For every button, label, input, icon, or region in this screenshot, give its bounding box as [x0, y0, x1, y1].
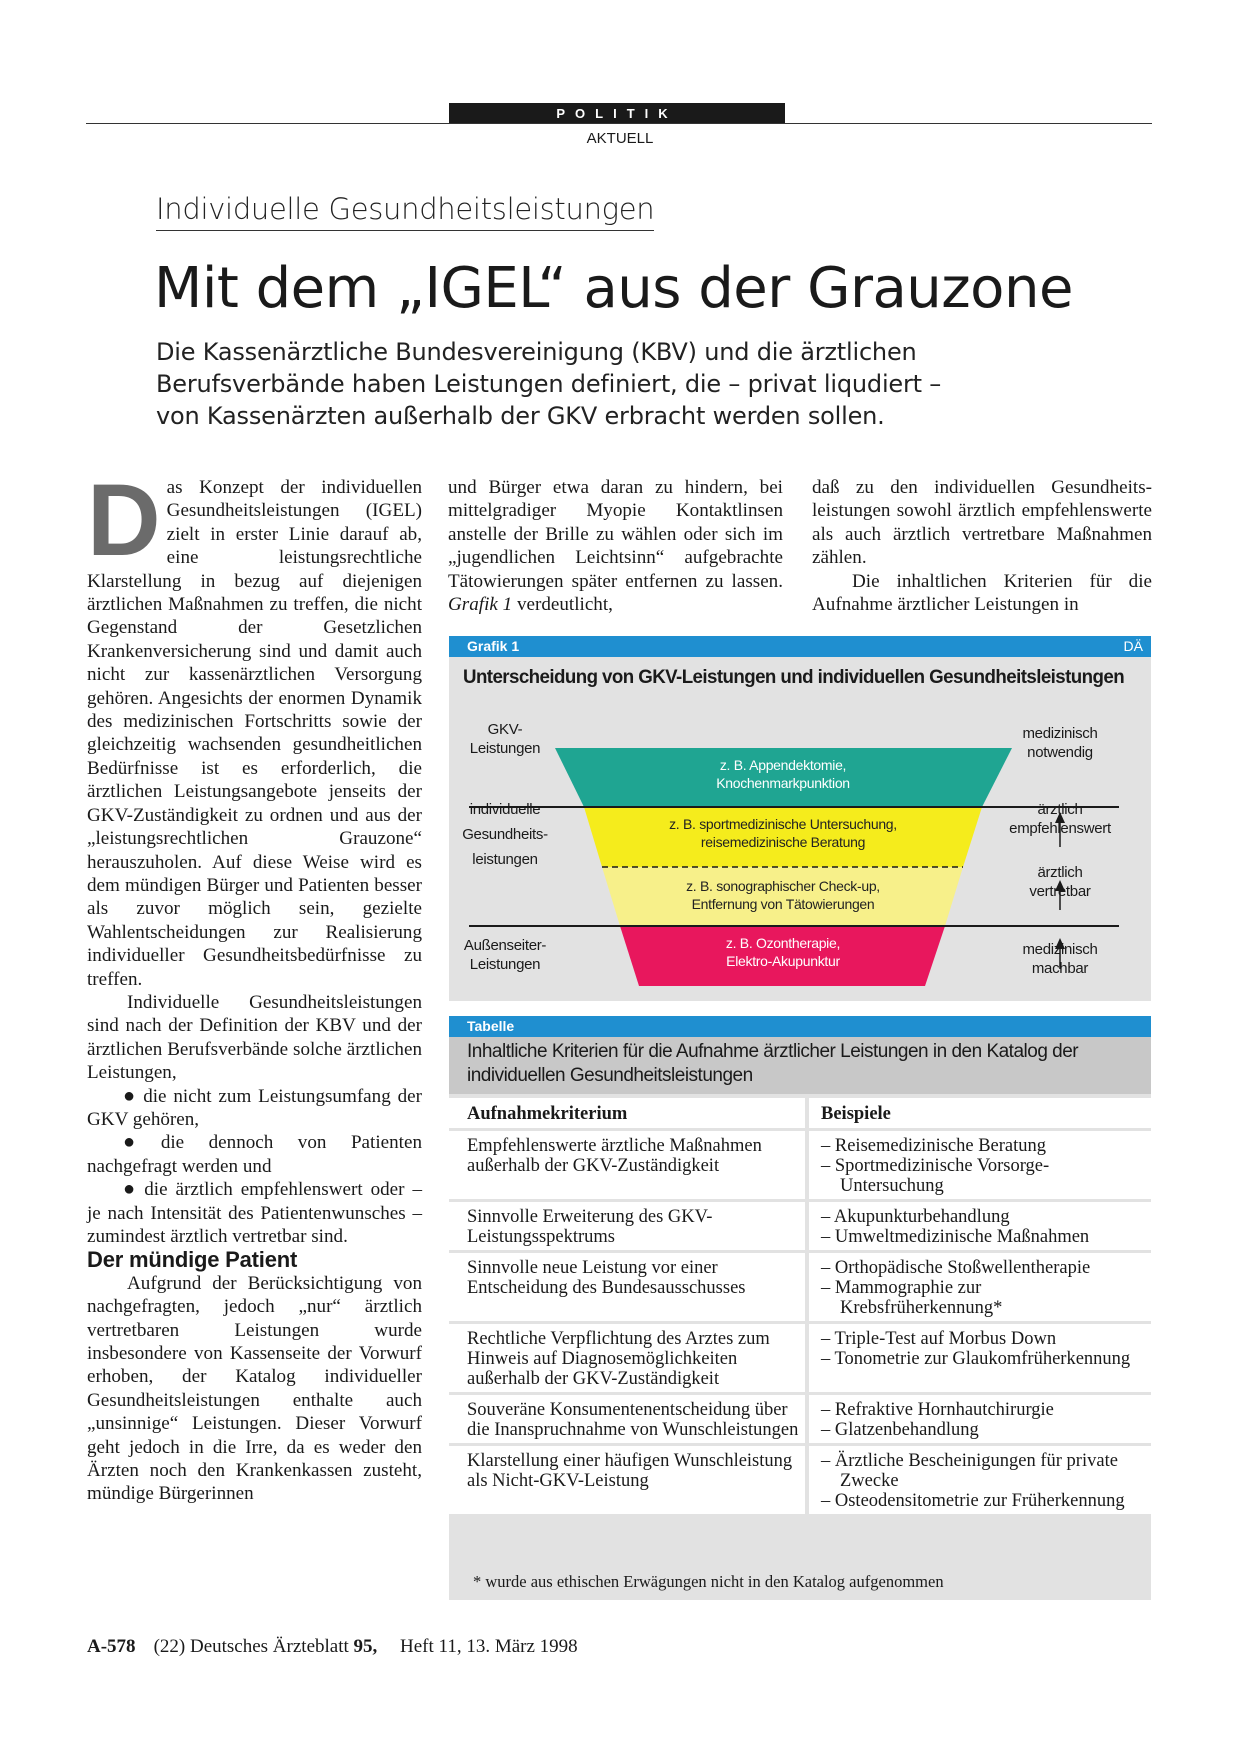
- band-label-indiv1-2: reisemedizinische Beratung: [700, 834, 866, 850]
- band-label-indiv2-2: Entfernung von Tätowierungen: [691, 896, 875, 912]
- criterion-cell: Sinnvolle Erweiterung des GKV-Leistungsspektrums: [449, 1202, 809, 1250]
- criterion-cell: Rechtliche Verpflichtung des Arztes zum Hinweis auf Diagnosemöglichkeiten außerhalb der GKV-Zuständigkeit: [449, 1324, 809, 1392]
- example-item: – Sportmedizinische Vorsorge-Untersuchung: [821, 1156, 1050, 1196]
- table-header-row: [449, 1098, 1151, 1128]
- left-label-individual: individuelle Gesundheits- leistungen: [462, 801, 548, 868]
- criterion-cell: Sinnvolle neue Leistung vor einer Entscheidung des Bundesausschusses: [449, 1253, 809, 1321]
- table-row: [449, 1253, 1151, 1321]
- section-label: AKTUELL: [586, 130, 654, 147]
- paragraph: Individuelle Gesundheitsleistungen sind nach der Definition der KBV und der ärztlichen Berufsverbände solche ärztlichen Leistungen,: [87, 991, 422, 1084]
- figure-grafik-1: [449, 636, 1151, 1001]
- band-label-aussenseiter-1: z. B. Ozontherapie,: [725, 935, 841, 951]
- right-label-vertretbar: ärztlich vertretbar: [1029, 864, 1091, 900]
- bullet-item: ● die dennoch von Patienten nachgefragt werden und: [87, 1131, 422, 1177]
- examples-cell: [809, 1446, 1151, 1514]
- column-header: Aufnahmekriterium: [449, 1098, 809, 1128]
- examples-cell: [809, 1202, 1151, 1250]
- dae-logo: DÄ: [1123, 638, 1143, 654]
- table-row: [449, 1202, 1151, 1250]
- band-label-gkv-1: z. B. Appendektomie,: [719, 757, 847, 773]
- example-item: – Ärztliche Bescheinigungen für private Zwecke: [821, 1451, 1118, 1491]
- bullet-item: ● die nicht zum Leistungsumfang der GKV gehören,: [87, 1084, 422, 1130]
- paragraph: Aufgrund der Berücksichtigung von nachgefragten, jedoch „nur“ ärztlich vertretbaren Leistungen wurde insbesondere von Kassenseite der Vorwurf erhoben, der Katalog individueller Gesundheitsleistungen enthalte auch „unsinnige“ Leistungen. Dieser Vorwurf geht jedoch in die Irre, da es weder den Ärzten noch den Krankenkassen zusteht, mündige Bürgerinnen: [87, 1272, 422, 1505]
- band-label-indiv1-1: z. B. sportmedizinische Untersuchung,: [669, 816, 897, 832]
- kicker: Individuelle Gesundheitsleistungen: [156, 192, 654, 231]
- criteria-table: [449, 1095, 1151, 1517]
- paragraph: und Bürger etwa daran zu hindern, bei mittelgradiger Myopie Kontaktlinsen anstelle der Brille zu wählen oder sich im „jugendlichen Leichtsinn“ aufgebrachte Tätowierungen später entfernen zu lassen. Grafik 1 verdeutlicht,: [448, 477, 783, 616]
- page-footer: A-578 (22) Deutsches Ärzteblatt 95, Heft 11, 13. März 1998: [87, 1636, 578, 1657]
- example-item: – Triple-Test auf Morbus Down: [821, 1329, 1057, 1349]
- right-label-notwendig: medizinisch notwendig: [1022, 725, 1098, 761]
- band-label-aussenseiter-2: Elektro-Akupunktur: [726, 953, 840, 969]
- examples-cell: [809, 1253, 1151, 1321]
- criterion-cell: Souveräne Konsumentenentscheidung über die Inanspruchnahme von Wunschleistungen: [449, 1395, 809, 1443]
- example-item: – Osteodensitometrie zur Früherkennung: [821, 1491, 1125, 1511]
- table-row: [449, 1395, 1151, 1443]
- bullet-item: ● die ärztlich empfehlenswert oder – je nach Intensität des Patientenwunsches – zumindest ärztlich vertretbar sind.: [87, 1178, 422, 1247]
- table-footnote: * wurde aus ethischen Erwägungen nicht in den Katalog aufgenommen: [473, 1572, 944, 1591]
- article-column-1: [87, 463, 422, 1506]
- page-number: A-578: [87, 1636, 136, 1657]
- criterion-cell: Klarstellung einer häufigen Wunschleistung als Nicht-GKV-Leistung: [449, 1446, 809, 1514]
- table-row: [449, 1131, 1151, 1199]
- example-item: – Akupunkturbehandlung: [821, 1207, 1010, 1227]
- table-title: Inhaltliche Kriterien für die Aufnahme ärztlicher Leistungen in den Katalog der individuellen Gesundheitsleistungen: [449, 1037, 1151, 1094]
- drop-cap: D: [87, 463, 161, 577]
- left-label-gkv: GKV- Leistungen: [469, 721, 541, 757]
- band-label-gkv-2: Knochenmarkpunktion: [716, 775, 850, 791]
- left-label-aussenseiter: Außenseiter- Leistungen: [463, 937, 547, 973]
- table-row: [449, 1324, 1151, 1392]
- table-label-bar: Tabelle: [449, 1016, 1151, 1037]
- examples-cell: [809, 1395, 1151, 1443]
- rubric-politik: POLITIK: [449, 103, 785, 124]
- example-item: – Tonometrie zur Glaukomfrüherkennung: [821, 1349, 1131, 1369]
- example-item: – Glatzenbehandlung: [821, 1420, 979, 1440]
- right-label-empfehlenswert: ärztlich empfehlenswert: [1009, 801, 1111, 837]
- band-label-indiv2-1: z. B. sonographischer Check-up,: [686, 878, 880, 894]
- figure-title: Unterscheidung von GKV-Leistungen und individuellen Gesundheitsleistungen: [463, 666, 1125, 688]
- example-item: – Refraktive Hornhautchirurgie: [821, 1400, 1054, 1420]
- paragraph: Die inhaltlichen Kriterien für die Aufnahme ärztlicher Leistungen in: [812, 570, 1152, 616]
- example-item: – Umweltmedizinische Maßnahmen: [821, 1227, 1090, 1247]
- example-item: – Orthopädische Stoßwellentherapie: [821, 1258, 1091, 1278]
- paragraph-intro: Das Konzept der individuellen Gesundheitsleistungen (IGEL) zielt in erster Linie darauf ab, eine leistungsrechtliche Klarstellung in bezug auf diejenigen ärztlichen Maßnahmen zu treffen, die nicht Gegenstand der Gesetzlichen Krankenversicherung sind und damit auch nicht zur kassenärztlichen Versorgung gehören. Angesichts der enormen Dynamik des medizinischen Fortschritts sowie der gleichzeitig wachsenden gesundheitlichen Bedürfnisse ist es erforderlich, die ärztlichen Leistungsangebote jenseits der GKV-Zuständigkeit zu ordnen und aus der „leistungsrechtlichen Grauzone“ herauszuholen. Auf diese Weise wird es dem mündigen Bürger und Patienten besser als zuvor möglich sein, gezielte Wahlentscheidungen zur Realisierung individueller Gesundheitsbedürfnisse zu treffen.: [87, 463, 422, 990]
- header-rule: [86, 123, 1152, 124]
- right-label-machbar: medizinisch machbar: [1022, 941, 1098, 977]
- table-row: [449, 1446, 1151, 1514]
- paragraph: daß zu den individuellen Gesundheitsleistungen sowohl ärztlich empfehlenswerte als auch ärztlich vertretbare Maßnahmen zählen.: [812, 477, 1152, 569]
- lead-paragraph: Die Kassenärztliche Bundesvereinigung (KBV) und die ärztlichen Berufsverbände haben Leistungen definiert, die – privat liqudiert – von Kassenärzten außerhalb der GKV erbracht werden sollen.: [156, 338, 942, 430]
- figure-reference[interactable]: Grafik 1: [448, 594, 513, 616]
- article-column-3: [812, 476, 1152, 616]
- figure-label-bar: Grafik 1 DÄ: [449, 636, 1151, 657]
- examples-cell: [809, 1131, 1151, 1199]
- column-header: Beispiele: [809, 1098, 1151, 1128]
- headline: Mit dem „IGEL“ aus der Grauzone: [154, 256, 1073, 321]
- table-box: [449, 1016, 1151, 1600]
- subheading: Der mündige Patient: [87, 1247, 298, 1273]
- example-item: – Mammographie zur Krebsfrüherkennung*: [821, 1278, 1003, 1318]
- article-column-2: [448, 476, 783, 616]
- criterion-cell: Empfehlenswerte ärztliche Maßnahmen außerhalb der GKV-Zuständigkeit: [449, 1131, 809, 1199]
- example-item: – Reisemedizinische Beratung: [821, 1136, 1047, 1156]
- examples-cell: [809, 1324, 1151, 1392]
